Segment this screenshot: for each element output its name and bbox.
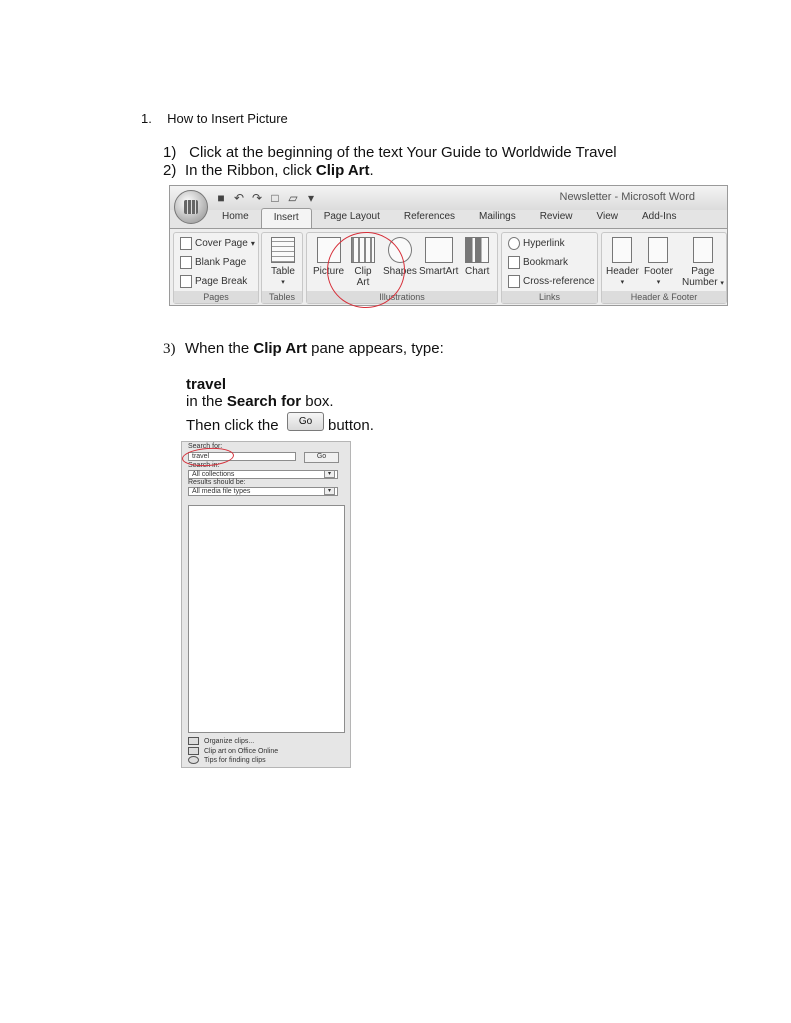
clip-art-online-label: Clip art on Office Online bbox=[204, 747, 279, 755]
cover-page-button[interactable] bbox=[180, 237, 255, 250]
quick-access-toolbar bbox=[214, 190, 318, 206]
footer-icon bbox=[648, 237, 668, 263]
tab-mailings[interactable]: Mailings bbox=[479, 211, 516, 222]
clip-art-label-line1: Clip bbox=[354, 266, 372, 277]
page-number-label-line1: Page bbox=[691, 266, 715, 277]
tab-page-layout[interactable]: Page Layout bbox=[323, 211, 380, 222]
window-title: Newsletter - Microsoft Word bbox=[559, 191, 695, 203]
hyperlink-label: Hyperlink bbox=[523, 238, 565, 249]
results-select[interactable]: All media file types bbox=[188, 487, 338, 496]
search-in-dropdown-icon[interactable]: ▾ bbox=[324, 470, 335, 478]
organize-clips-label: Organize clips... bbox=[204, 737, 255, 745]
tab-insert[interactable]: Insert bbox=[261, 208, 312, 229]
redo-icon[interactable]: ↷ bbox=[251, 191, 263, 205]
search-in-select[interactable]: All collections bbox=[188, 470, 338, 479]
footer-button[interactable] bbox=[644, 237, 673, 288]
office-button[interactable] bbox=[174, 190, 208, 224]
blank-page-button[interactable] bbox=[180, 256, 246, 269]
shapes-label: Shapes bbox=[383, 266, 417, 277]
tips-label: Tips for finding clips bbox=[204, 756, 266, 764]
group-label-pages: Pages bbox=[174, 291, 258, 303]
tab-references[interactable]: References bbox=[403, 211, 456, 222]
header-dropdown-icon: ▾ bbox=[620, 279, 625, 286]
typed-word: travel bbox=[186, 376, 227, 393]
group-label-tables: Tables bbox=[262, 291, 302, 303]
step-2-prefix: In the Ribbon, click bbox=[185, 162, 316, 179]
search-in-label: Search in: bbox=[188, 462, 220, 469]
results-dropdown-icon[interactable]: ▾ bbox=[324, 487, 335, 495]
search-input[interactable]: travel bbox=[188, 452, 296, 461]
table-button[interactable] bbox=[271, 237, 295, 288]
in-the-prefix: in the bbox=[186, 393, 227, 410]
page-number-icon bbox=[693, 237, 713, 263]
go-button-illustration: Go bbox=[287, 412, 324, 431]
hyperlink-icon bbox=[508, 237, 520, 250]
heading-number: 1. bbox=[141, 111, 152, 126]
blank-page-icon bbox=[180, 256, 192, 269]
step-3-suffix: pane appears, type: bbox=[306, 340, 444, 357]
page-number-label-line2 bbox=[682, 277, 724, 289]
section-heading bbox=[141, 111, 288, 126]
step-1-text: Click at the beginning of the text Your Guide to Worldwide Travel bbox=[189, 144, 617, 161]
ribbon-screenshot bbox=[169, 185, 728, 306]
cover-page-icon bbox=[180, 237, 192, 250]
page-number-dropdown-icon: ▾ bbox=[720, 280, 724, 287]
bookmark-label: Bookmark bbox=[523, 257, 569, 268]
tab-add-ins[interactable]: Add-Ins bbox=[642, 211, 677, 222]
go-button[interactable]: Go bbox=[304, 452, 339, 463]
customize-icon[interactable]: ▾ bbox=[307, 191, 315, 205]
results-should-be-label: Results should be: bbox=[188, 479, 246, 486]
cover-page-dropdown-icon: ▾ bbox=[250, 239, 255, 248]
footer-label: Footer bbox=[644, 266, 673, 277]
undo-icon[interactable]: ↶ bbox=[233, 191, 245, 205]
table-label: Table bbox=[271, 266, 295, 277]
tips-link[interactable] bbox=[188, 756, 266, 764]
page-number-button[interactable] bbox=[682, 237, 724, 289]
header-label: Header bbox=[606, 266, 639, 277]
table-icon bbox=[271, 237, 295, 263]
new-document-icon[interactable]: □ bbox=[271, 191, 279, 205]
then-click-instruction-prefix: Then click the bbox=[186, 417, 279, 434]
smartart-label: SmartArt bbox=[419, 266, 459, 277]
ribbon-tabs bbox=[210, 208, 688, 228]
group-links bbox=[501, 232, 598, 304]
page-break-button[interactable] bbox=[180, 275, 247, 288]
step-1 bbox=[163, 144, 617, 161]
office-logo-icon bbox=[184, 200, 198, 214]
chart-button[interactable] bbox=[465, 237, 489, 277]
cross-reference-icon bbox=[508, 275, 520, 288]
header-button[interactable] bbox=[606, 237, 639, 288]
hyperlink-button[interactable] bbox=[508, 237, 565, 250]
office-online-icon bbox=[188, 747, 199, 755]
in-the-suffix: box. bbox=[301, 393, 334, 410]
cross-reference-button[interactable] bbox=[508, 275, 595, 288]
step-3-bold: Clip Art bbox=[253, 340, 307, 357]
step-3 bbox=[163, 340, 444, 358]
chart-icon bbox=[465, 237, 489, 263]
step-3-prefix: When the bbox=[185, 340, 254, 357]
blank-page-label: Blank Page bbox=[195, 257, 247, 268]
bookmark-button[interactable] bbox=[508, 256, 568, 269]
search-for-label: Search for: bbox=[188, 443, 223, 450]
tab-review[interactable]: Review bbox=[539, 211, 573, 222]
organize-clips-link[interactable] bbox=[188, 737, 254, 745]
results-area[interactable] bbox=[188, 505, 345, 733]
footer-dropdown-icon: ▾ bbox=[656, 279, 661, 286]
cross-reference-label: Cross-reference bbox=[523, 276, 595, 287]
group-label-links: Links bbox=[502, 291, 597, 303]
help-icon bbox=[188, 756, 199, 764]
page-number-label-text: Number bbox=[682, 277, 718, 288]
organize-clips-icon bbox=[188, 737, 199, 745]
clip-art-label-line2: Art bbox=[356, 277, 370, 288]
step-2-number: 2) bbox=[163, 162, 177, 179]
search-for-instruction bbox=[186, 393, 334, 410]
step-2-bold: Clip Art bbox=[315, 162, 370, 179]
ribbon-body bbox=[170, 228, 727, 306]
cover-page-label: Cover Page bbox=[195, 238, 248, 249]
save-icon[interactable]: ■ bbox=[217, 191, 225, 205]
in-the-bold: Search for bbox=[226, 393, 302, 410]
group-header-footer bbox=[601, 232, 727, 304]
smartart-icon bbox=[425, 237, 453, 263]
chart-label: Chart bbox=[465, 266, 490, 277]
group-label-header-footer: Header & Footer bbox=[602, 291, 726, 303]
step-2-suffix: . bbox=[369, 162, 374, 179]
clip-art-pane bbox=[181, 441, 351, 768]
picture-label: Picture bbox=[313, 266, 345, 277]
group-pages bbox=[173, 232, 259, 304]
page-break-label: Page Break bbox=[195, 276, 248, 287]
then-click-instruction-suffix: button. bbox=[328, 417, 374, 434]
page-break-icon bbox=[180, 275, 192, 288]
bookmark-icon bbox=[508, 256, 520, 269]
open-folder-icon[interactable]: ▱ bbox=[288, 191, 298, 205]
group-label-illustrations: Illustrations bbox=[307, 291, 497, 303]
group-tables bbox=[261, 232, 303, 304]
table-dropdown-icon: ▾ bbox=[281, 279, 285, 286]
step-1-number: 1) bbox=[163, 144, 177, 161]
header-icon bbox=[612, 237, 632, 263]
tab-home[interactable]: Home bbox=[222, 211, 249, 222]
heading-text: How to Insert Picture bbox=[167, 111, 288, 126]
smartart-button[interactable] bbox=[419, 237, 458, 277]
tab-view[interactable]: View bbox=[596, 211, 618, 222]
step-3-number: 3) bbox=[163, 341, 176, 357]
step-2 bbox=[163, 162, 374, 179]
clip-art-online-link[interactable] bbox=[188, 747, 278, 755]
